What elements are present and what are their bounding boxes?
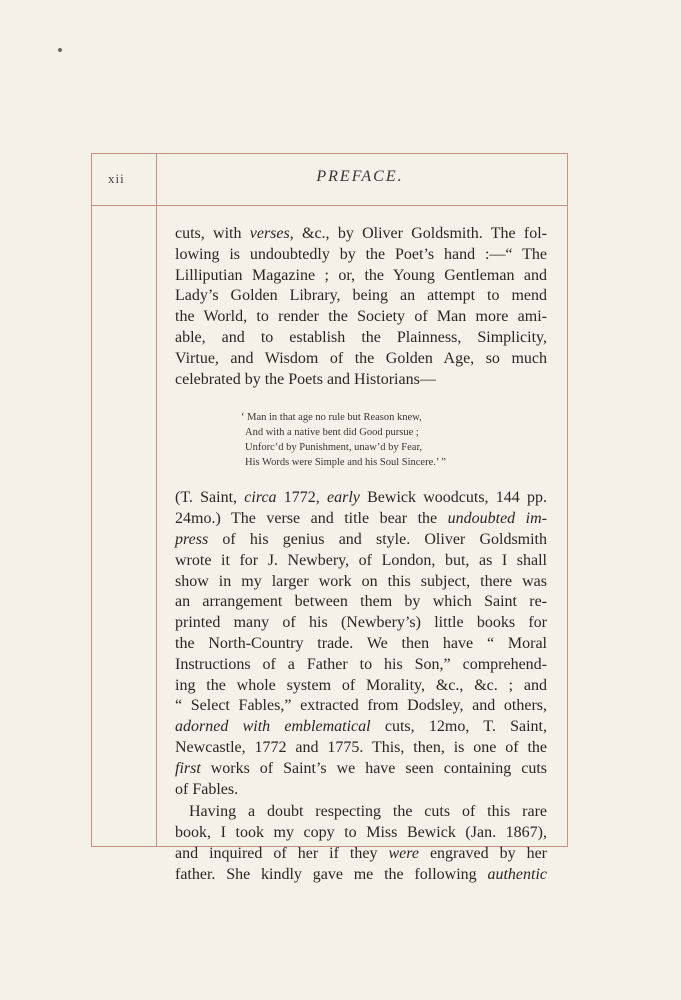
text-line: wrote it for J. Newbery, of London, but, as I shall — [175, 551, 547, 569]
text-line: Instructions of a Father to his Son,” comprehend- — [175, 655, 547, 673]
text-line: show in my larger work on this subject, there was — [175, 572, 547, 590]
text-line: Lady’s Golden Library, being an attempt to mend — [175, 287, 547, 305]
text-line: the World, to render the Society of Man more ami- — [175, 308, 547, 326]
verse-line: His Words were Simple and his Soul Sincere.’ ” — [245, 457, 446, 469]
text-line: printed many of his (Newbery’s) little books for — [175, 614, 547, 632]
text-line: press of his genius and style. Oliver Goldsmith — [175, 530, 547, 548]
text-line: the North-Country trade. We then have “ Moral — [175, 634, 547, 652]
verse-line: And with a native bent did Good pursue ; — [245, 427, 419, 439]
text-line: Lilliputian Magazine ; or, the Young Gentleman and — [175, 266, 547, 284]
page-number: xii — [108, 171, 125, 186]
text-line: able, and to establish the Plainness, Simplicity, — [175, 328, 547, 346]
margin-rule — [156, 153, 157, 847]
text-line: (T. Saint, circa 1772, early Bewick woodcuts, 144 pp. — [175, 489, 548, 507]
text-line: Newcastle, 1772 and 1775. This, then, is one of the — [175, 738, 547, 756]
text-line: and inquired of her if they were engraved by her — [175, 844, 548, 862]
text-line: “ Select Fables,” extracted from Dodsley, and others, — [175, 697, 547, 715]
header-rule — [92, 205, 567, 206]
text-line: celebrated by the Poets and Historians— — [175, 370, 436, 388]
paragraph-3 — [175, 802, 547, 885]
text-line: book, I took my copy to Miss Bewick (Jan. 1867), — [175, 824, 547, 842]
text-line: Having a doubt respecting the cuts of this rare — [189, 803, 547, 821]
margin-dot — [58, 48, 62, 52]
paragraph-1 — [175, 224, 547, 390]
paragraph-2 — [175, 488, 547, 800]
text-line: first works of Saint’s we have seen containing cuts — [175, 759, 547, 777]
text-line: cuts, with verses, &c., by Oliver Goldsmith. The fol- — [175, 225, 547, 242]
running-head: PREFACE. — [316, 168, 404, 185]
body-text — [175, 224, 547, 886]
verse-line: Unforc’d by Punishment, unaw’d by Fear, — [245, 442, 423, 454]
text-line: adorned with emblematical cuts, 12mo, T. Saint, — [175, 718, 547, 736]
text-line: of Fables. — [175, 780, 239, 798]
text-line: father. She kindly gave me the following authentic — [175, 865, 547, 883]
text-line: 24mo.) The verse and title bear the undoubted im- — [175, 510, 547, 528]
verse-quotation — [241, 410, 547, 470]
text-line: lowing is undoubtedly by the Poet’s hand :—“ The — [175, 245, 547, 263]
verse-line: ‘ Man in that age no rule but Reason knew, — [241, 412, 422, 424]
text-line: ing the whole system of Morality, &c., &c. ; and — [175, 676, 547, 694]
text-line: an arrangement between them by which Saint re- — [175, 593, 547, 611]
text-line: Virtue, and Wisdom of the Golden Age, so much — [175, 349, 547, 367]
